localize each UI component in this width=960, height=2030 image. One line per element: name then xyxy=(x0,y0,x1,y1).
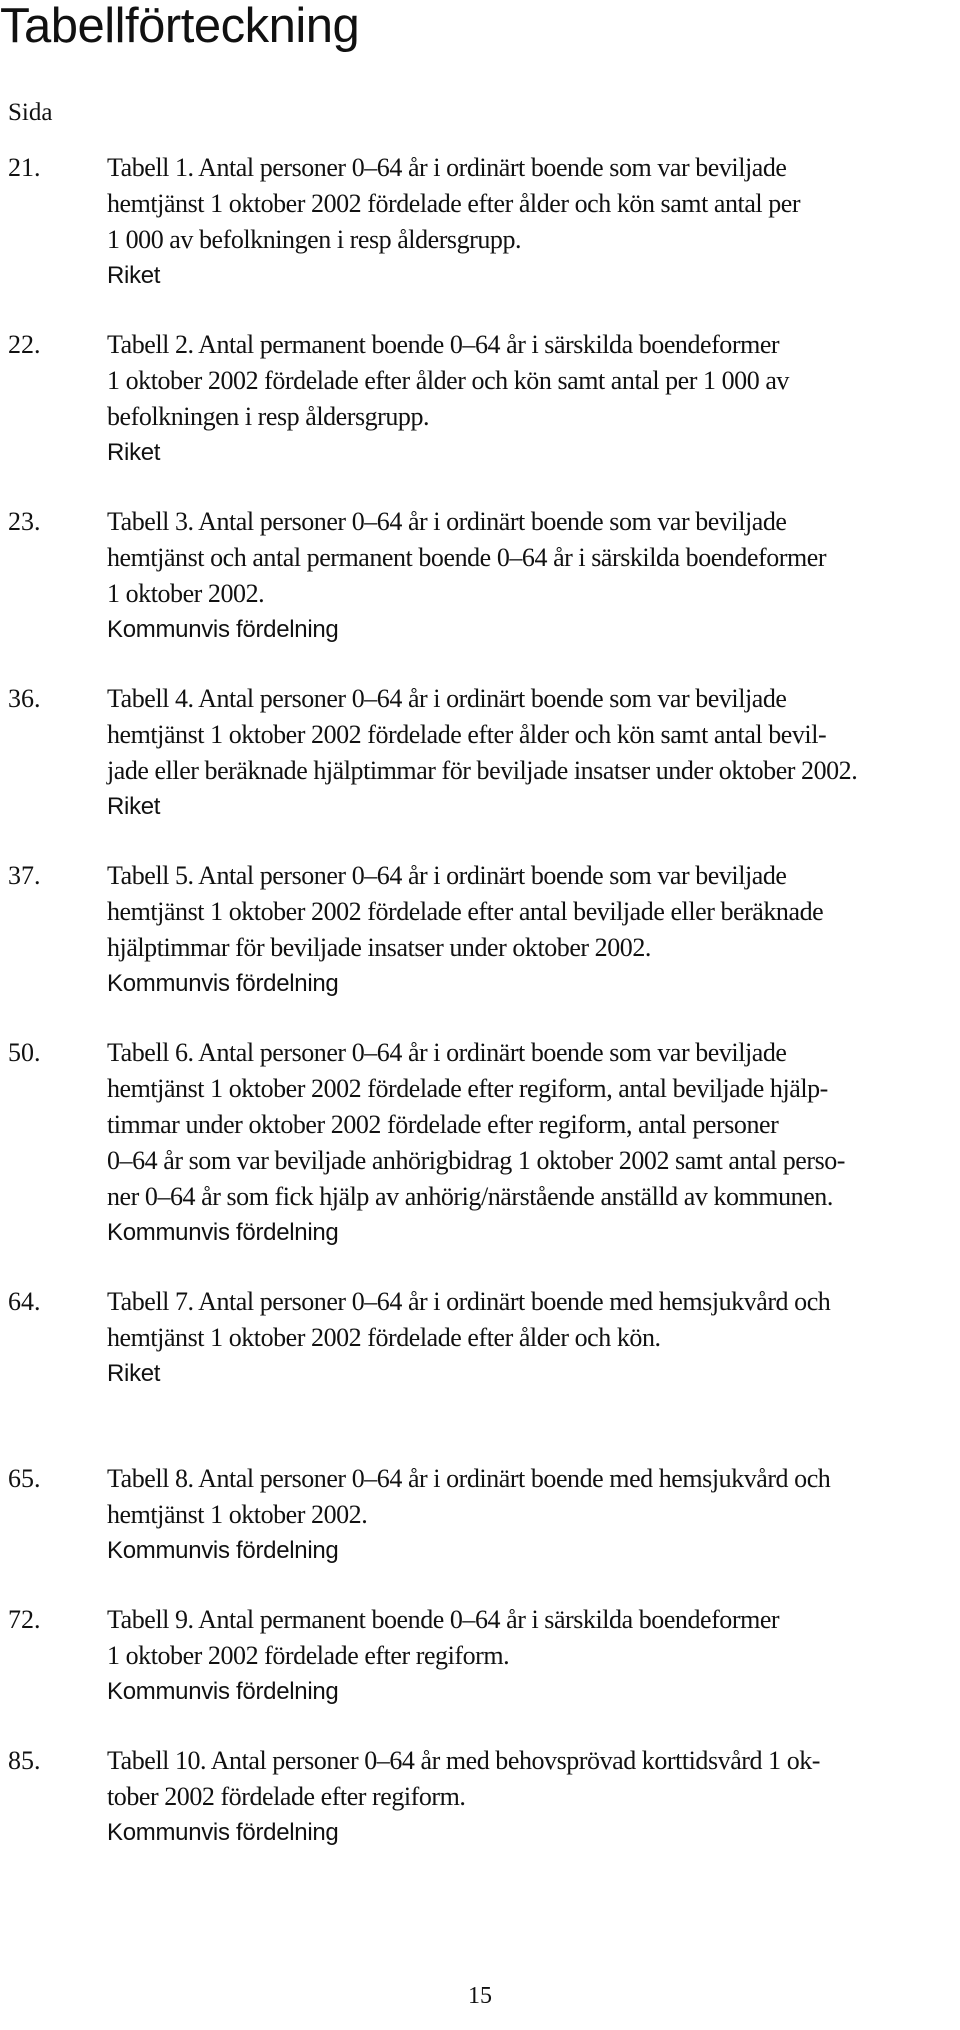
toc-entry-line: 1 oktober 2002. xyxy=(107,579,265,608)
toc-entry-line: hemtjänst 1 oktober 2002. xyxy=(107,1500,368,1529)
toc-entry-page: 21. xyxy=(8,153,41,182)
toc-entry-line: hemtjänst 1 oktober 2002 fördelade efter ålder och kön. xyxy=(107,1323,661,1352)
toc-entry-line: 1 oktober 2002 fördelade efter regiform. xyxy=(107,1641,510,1670)
toc-entry-scope: Kommunvis fördelning xyxy=(107,616,339,643)
toc-entry-line: Tabell 8. Antal personer 0–64 år i ordinärt boende med hemsjukvård och xyxy=(107,1464,831,1493)
toc-entry-text xyxy=(107,1602,957,1710)
toc-entry-line: ner 0–64 år som fick hjälp av anhörig/närstående anställd av kommunen. xyxy=(107,1182,833,1211)
toc-entry-page: 23. xyxy=(8,507,41,536)
toc-entry-text xyxy=(107,1743,957,1851)
toc-entry-text xyxy=(107,681,957,825)
toc-entry-line: timmar under oktober 2002 fördelade efter regiform, antal personer xyxy=(107,1110,779,1139)
toc-entry-line: hemtjänst 1 oktober 2002 fördelade efter antal beviljade eller beräknade xyxy=(107,897,824,926)
toc-entry-text xyxy=(107,1035,957,1251)
toc-entry-text xyxy=(107,858,957,1002)
toc-entry-scope: Kommunvis fördelning xyxy=(107,970,339,997)
toc-entry-line: Tabell 5. Antal personer 0–64 år i ordinärt boende som var beviljade xyxy=(107,861,787,890)
toc-entry-page: 64. xyxy=(8,1287,41,1316)
toc-entry-page: 37. xyxy=(8,861,41,890)
toc-entry-scope: Kommunvis fördelning xyxy=(107,1819,339,1846)
toc-entry-text xyxy=(107,1461,957,1569)
toc-entry-line: Tabell 2. Antal permanent boende 0–64 år i särskilda boendeformer xyxy=(107,330,780,359)
toc-entry-page: 36. xyxy=(8,684,41,713)
toc-entry-line: Tabell 6. Antal personer 0–64 år i ordinärt boende som var beviljade xyxy=(107,1038,787,1067)
toc-entry-line: hemtjänst och antal permanent boende 0–64 år i särskilda boendeformer xyxy=(107,543,827,572)
toc-entry-scope: Kommunvis fördelning xyxy=(107,1678,339,1705)
toc-entry-line: hjälptimmar för beviljade insatser under oktober 2002. xyxy=(107,933,651,962)
toc-entry-line: jade eller beräknade hjälptimmar för beviljade insatser under oktober 2002. xyxy=(107,756,858,785)
toc-entry-line: hemtjänst 1 oktober 2002 fördelade efter regiform, antal beviljade hjälp- xyxy=(107,1074,828,1103)
toc-entry-page: 85. xyxy=(8,1746,41,1775)
page-title: Tabellförteckning xyxy=(0,0,360,53)
toc-entry-line: befolkningen i resp åldersgrupp. xyxy=(107,402,430,431)
toc-entry-page: 65. xyxy=(8,1464,41,1493)
toc-entry-line: 1 oktober 2002 fördelade efter ålder och kön samt antal per 1 000 av xyxy=(107,366,789,395)
page-column-label: Sida xyxy=(8,99,53,126)
toc-entry-line: 0–64 år som var beviljade anhörigbidrag 1 oktober 2002 samt antal perso- xyxy=(107,1146,846,1175)
toc-entry-scope: Riket xyxy=(107,262,161,289)
toc-entry-page: 22. xyxy=(8,330,41,359)
toc-entry-line: Tabell 9. Antal permanent boende 0–64 år i särskilda boendeformer xyxy=(107,1605,780,1634)
toc-entry-line: tober 2002 fördelade efter regiform. xyxy=(107,1782,466,1811)
toc-entry-scope: Kommunvis fördelning xyxy=(107,1537,339,1564)
toc-entry-scope: Riket xyxy=(107,1360,161,1387)
toc-entry-text xyxy=(107,327,957,471)
toc-entry-line: hemtjänst 1 oktober 2002 fördelade efter ålder och kön samt antal bevil- xyxy=(107,720,827,749)
toc-entry-line: hemtjänst 1 oktober 2002 fördelade efter ålder och kön samt antal per xyxy=(107,189,801,218)
toc-entry-scope: Riket xyxy=(107,793,161,820)
toc-entry-line: 1 000 av befolkningen i resp åldersgrupp. xyxy=(107,225,522,254)
toc-entry-line: Tabell 7. Antal personer 0–64 år i ordinärt boende med hemsjukvård och xyxy=(107,1287,831,1316)
toc-entry-text xyxy=(107,150,957,294)
toc-entry-page: 72. xyxy=(8,1605,41,1634)
toc-entry-scope: Kommunvis fördelning xyxy=(107,1219,339,1246)
page-number: 15 xyxy=(468,1983,492,2009)
toc-entry-scope: Riket xyxy=(107,439,161,466)
toc-entry-line: Tabell 4. Antal personer 0–64 år i ordinärt boende som var beviljade xyxy=(107,684,787,713)
toc-entry-text xyxy=(107,1284,957,1392)
toc-entry-line: Tabell 1. Antal personer 0–64 år i ordinärt boende som var beviljade xyxy=(107,153,787,182)
toc-entry-line: Tabell 3. Antal personer 0–64 år i ordinärt boende som var beviljade xyxy=(107,507,787,536)
toc-entry-text xyxy=(107,504,957,648)
toc-entry-line: Tabell 10. Antal personer 0–64 år med behovsprövad korttidsvård 1 ok- xyxy=(107,1746,821,1775)
toc-entry-page: 50. xyxy=(8,1038,41,1067)
